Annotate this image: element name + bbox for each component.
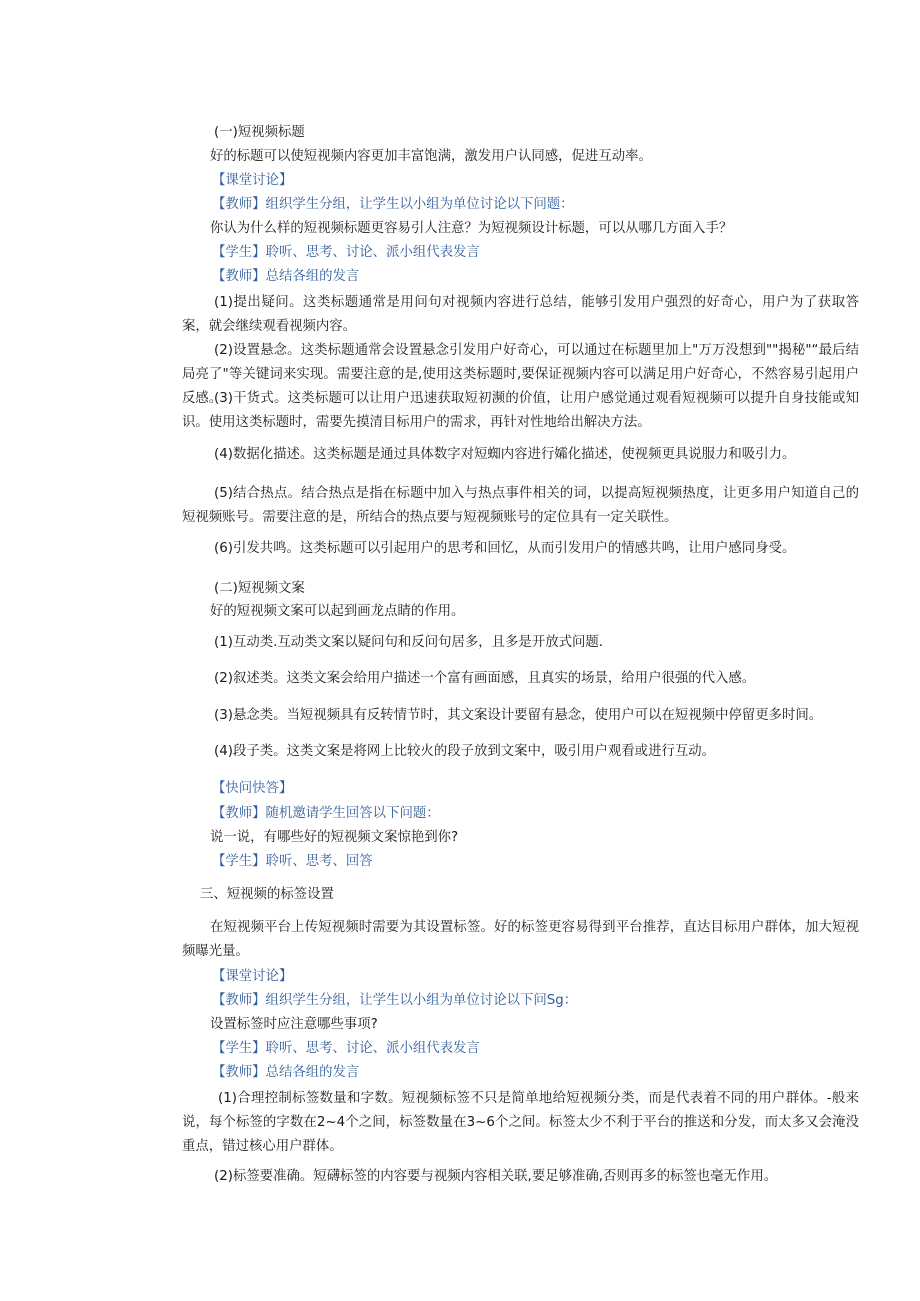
quick-teacher-instruction: 【教师】随机邀请学生回答以下问题： — [212, 806, 440, 821]
student-activity-2: 【学生】聆听、思考、讨论、派小组代表发言 — [212, 1041, 480, 1056]
teacher-summary-2: 【教师】总结各组的发言 — [212, 1065, 360, 1080]
title-type-practical: (3)干货式。这类标题可以让用户迅速获取短初濒的价值，让用户感觉通过观看短视频可以提升自身技能或知识。使用这类标题时，需要先摸清目标用户的需求，再针对性地给出解决方法。 — [182, 391, 859, 430]
section-3-title: 三、短视频的标签设置 — [200, 887, 334, 902]
quick-student-activity: 【学生】聆听、思考、回答 — [212, 854, 373, 869]
student-activity: 【学生】聆听、思考、讨论、派小组代表发言 — [212, 245, 480, 260]
copy-type-interactive: (1)互动类.互动类文案以疑问句和反问句居多，且多是开放式问题. — [214, 635, 604, 650]
teacher-instruction-2: 【教师】组织学生分组，让学生以小组为单位讨论以下问Sg： — [212, 993, 578, 1008]
title-type-resonance: (6)引发共鸣。这类标题可以引起用户的思考和回忆，从而引发用户的情感共鸣，让用户感同身受。 — [214, 541, 796, 556]
title-type-hotspot: (5)结合热点。结合热点是指在标题中加入与热点事件相关的词，以提高短视频热度，让更多用户知道自己的短视频账号。需要注意的是，所结合的热点要与短视频账号的定位具有一定关联性。 — [182, 486, 859, 525]
quick-question: 说一说，有哪些好的短视频文案惊艳到你? — [210, 830, 459, 845]
copy-type-narrative: (2)叙述类。这类文案会给用户描述一个富有画面感，且真实的场景，给用户很强的代入感。 — [214, 671, 756, 686]
section-3-intro: 在短视频平台上传短视频时需要为其设置标签。好的标签更容易得到平台推荐，直达目标用户群体，加大短视频曝光量。 — [182, 920, 859, 959]
copy-type-joke: (4)段子类。这类文案是将网上比较火的段子放到文案中，吸引用户观看或进行互动。 — [214, 744, 716, 759]
teacher-summary: 【教师】总结各组的发言 — [212, 269, 360, 284]
teacher-instruction: 【教师】组织学生分组，让学生以小组为单位讨论以下问题： — [212, 197, 574, 212]
title-type-suspense: (2)设置悬念。这类标题通常会设置悬念引发用户好奇心，可以通过在标题里加上"万万没想到""揭秘"“最后结局亮了"等关键词来实现。需要注意的是,使用这类标题时,要保证视频内容可以满足用户好奇心，不然容易引起用户反感。 — [182, 343, 859, 406]
section-1-title: (一)短视频标题 — [214, 125, 305, 140]
copy-type-suspense: (3)悬念类。当短视频具有反转情节时，其文案设计要留有悬念，使用户可以在短视频中停留更多时间。 — [214, 708, 823, 723]
title-type-data: (4)数据化描述。这类标题是通过具体数字对短蜘内容进行孀化描述，使视频更具说服力和吸引力。 — [214, 447, 796, 462]
discussion-question-2: 设置标签时应注意哪些事项? — [210, 1017, 378, 1032]
discussion-tag-2: 【课堂讨论】 — [212, 969, 293, 984]
quick-answer-tag: 【快问快答】 — [212, 781, 293, 796]
discussion-tag: 【课堂讨论】 — [212, 173, 293, 188]
title-type-question: (1)提出疑问。这类标题通常是用问句对视频内容进行总结，能够引发用户强烈的好奇心，用户为了获取答案，就会继续观看视频内容。 — [182, 295, 859, 334]
tag-rule-accuracy: (2)标签要准确。短礴标签的内容要与视频内容相关联,要足够准确,否则再多的标签也毫无作用。 — [214, 1169, 778, 1184]
tag-rule-quantity: (1)合理控制标签数量和字数。短视频标签不只是简单地给短视频分类，而是代表着不同的用户群体。-般来说，每个标签的字数在2~4个之间，标签数量在3~6个之间。标签太少不利于平台的推送和分发，而太多又会淹没重点，错过核心用户群体。 — [182, 1091, 859, 1154]
section-2-intro: 好的短视频文案可以起到画龙点睛的作用。 — [210, 604, 465, 619]
discussion-question: 你认为什么样的短视频标题更容易引人注意？为短视频设计标题，可以从哪几方面入手？ — [210, 221, 733, 236]
section-1-intro: 好的标题可以使短视频内容更加丰富饱满，激发用户认同感，促进互动率。 — [210, 149, 652, 164]
section-2-title: (二)短视频文案 — [214, 581, 305, 596]
